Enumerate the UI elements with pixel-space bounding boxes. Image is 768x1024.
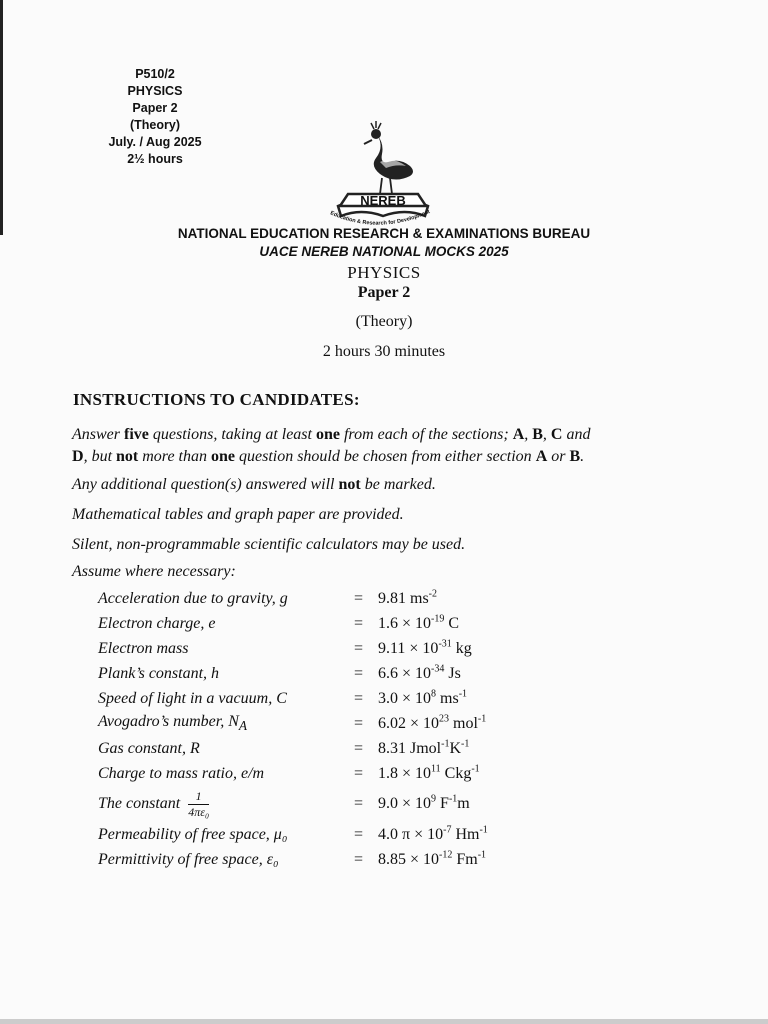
constant-fraction: $\frac{1}{\text{4πε₀}}$	[188, 788, 210, 819]
instructions-heading: INSTRUCTIONS TO CANDIDATES:	[73, 390, 360, 409]
equals-sign: =	[353, 714, 364, 732]
paper-number: Paper 2	[132, 101, 178, 115]
constant-row	[98, 636, 488, 661]
constant-value: 9.81 $ms^{-2}$	[378, 588, 438, 607]
constant-value: $6.6 \times 10^{-34}$ Js	[378, 663, 461, 682]
constant-row	[98, 586, 488, 611]
constant-name: The constant $\frac{1}{\text{4πε₀}}$	[98, 788, 210, 819]
constant-name: Plank’s constant, h	[98, 664, 220, 682]
equals-sign: =	[353, 850, 364, 868]
equals-sign: =	[353, 664, 364, 682]
subject-title: PHYSICS	[347, 263, 421, 282]
nereb-logo	[318, 120, 448, 230]
equals-sign: =	[353, 589, 364, 607]
equals-sign: =	[353, 614, 364, 632]
constant-name: Acceleration due to gravity, g	[98, 589, 288, 607]
paper-date: July. / Aug 2025	[108, 135, 202, 149]
svg-text:NEREB: NEREB	[360, 193, 406, 208]
duration-title: 2 hours 30 minutes	[322, 343, 446, 360]
constant-row	[98, 761, 488, 786]
constant-value: $9.0 \times 10^9$ $F^{-1}m$	[378, 793, 470, 812]
paper-type-title: (Theory)	[355, 313, 413, 330]
constant-row	[98, 847, 488, 872]
constant-value: 8.31 $Jmol^{-1}K^{-1}$	[378, 738, 470, 757]
constant-row	[98, 661, 488, 686]
constant-row	[98, 686, 488, 711]
constant-name: Gas constant, R	[98, 739, 200, 757]
equals-sign: =	[353, 825, 364, 843]
bureau-name: NATIONAL EDUCATION RESEARCH & EXAMINATIONS BUREAU	[177, 226, 591, 241]
paper-code: P510/2	[135, 67, 175, 81]
equals-sign: =	[353, 764, 364, 782]
constant-value: $9.11 \times 10^{-31}$ kg	[378, 638, 472, 657]
instruction-calculators: Silent, non-programmable scientific calculators may be used.	[72, 536, 466, 553]
crane-bird-icon	[364, 121, 413, 194]
constant-name: Electron charge, e	[98, 614, 216, 632]
constant-name: Electron mass	[98, 639, 189, 657]
equals-sign: =	[353, 689, 364, 707]
paper-info-block	[80, 66, 230, 168]
constant-name: Speed of light in a vacuum, C	[98, 689, 287, 707]
constant-row	[98, 611, 488, 636]
exam-title: UACE NEREB NATIONAL MOCKS 2025	[259, 244, 509, 259]
instruction-additional: Any additional question(s) answered will not be marked.	[72, 476, 436, 493]
equals-sign: =	[353, 739, 364, 757]
instruction-tables: Mathematical tables and graph paper are provided.	[72, 506, 404, 523]
constant-row	[98, 786, 488, 822]
paper-duration: 2½ hours	[127, 152, 183, 166]
constant-name: Charge to mass ratio, e/m	[98, 764, 265, 782]
constant-row	[98, 711, 488, 736]
constant-value: $3.0 \times 10^8$ $ms^{-1}$	[378, 688, 468, 707]
paper-title: Paper 2	[357, 284, 411, 301]
constant-value: $8.85 \times 10^{-12}$ $Fm^{-1}$	[378, 849, 487, 868]
paper-type: (Theory)	[130, 118, 180, 132]
constant-value: $1.8 \times 10^{11}$ Ckg$^{-1}$	[378, 763, 480, 782]
page-edge	[0, 0, 3, 235]
constant-name: Permittivity of free space, ε₀	[98, 850, 279, 868]
assume-label: Assume where necessary:	[72, 563, 236, 580]
page-edge-bottom	[0, 1019, 768, 1024]
constants-table	[98, 586, 488, 872]
svg-text:Education & Research for Devel: Education & Research for Development	[329, 209, 432, 227]
constant-value: 4.0 $\pi \times 10^{-7}$ $Hm^{-1}$	[378, 824, 488, 843]
equals-sign: =	[353, 795, 364, 812]
constant-row	[98, 822, 488, 847]
paper-subject: PHYSICS	[127, 84, 183, 98]
instruction-sections: Answer five questions, taking at least one from each of the sections; A, B, C and D, but not more than one question should be chosen from either section A or B.	[72, 426, 591, 465]
constant-name: Permeability of free space, μ₀	[98, 825, 288, 843]
constant-name: Avogadro’s number, $N_A$	[98, 712, 248, 734]
constant-row	[98, 736, 488, 761]
equals-sign: =	[353, 639, 364, 657]
constant-value: $1.6 \times 10^{-19}$ C	[378, 613, 460, 632]
constant-value: $6.02 \times 10^{23}$ mol$^{-1}$	[378, 713, 487, 732]
